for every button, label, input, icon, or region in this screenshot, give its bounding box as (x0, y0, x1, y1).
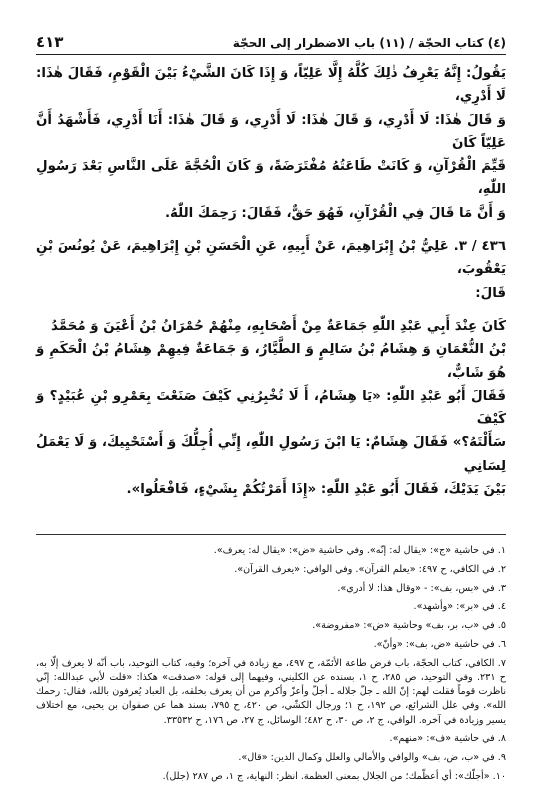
page-number: ٤١٣ (36, 33, 64, 51)
text-line: بْنُ النُّعْمَانِ وَ هِشَامُ بْنُ سَالِمٍ وَ الطَّيَّارُ، وَ جَمَاعَةٌ فِيهِمْ هِشَامُ بْنُ الْحَكَمِ وَ هُوَ شَابٌّ، (36, 342, 506, 381)
paragraph-3 (36, 315, 506, 501)
text-line: قَيِّمَ الْقُرْآنِ، وَ كَانَتْ طَاعَتُهُ مُفْتَرَضَةً، وَ كَانَ الْحُجَّةَ عَلَى النَّاسِ بَعْدَ رَسُولِ اللّٰهِ، (36, 159, 506, 198)
footnote: ٤. في «بر»: «وأشهد». (413, 601, 506, 613)
text-line: كَانَ عِنْدَ أَبِي عَبْدِ اللّٰهِ جَمَاعَةٌ مِنْ أَصْحَابِهِ، مِنْهُمْ حُمْرَانُ بْنُ أَعْيَنَ وَ مُحَمَّدُ (50, 318, 506, 334)
footnote: ٢. في الكافي، ح ٤٩٧: «يعلم القرآن». وفي الوافي: «يعرف القرآن». (234, 563, 506, 575)
running-head: (٤) كتاب الحجّة / (١١) باب الاضطرار إلى الحجّة (232, 36, 506, 50)
text-line: بَيْنَ يَدَيْكَ، فَقَالَ أَبُو عَبْدِ اللّٰهِ: «إِذَا أَمَرْتُكُمْ بِشَيْءٍ، فَافْعَلُوا». (126, 482, 506, 498)
main-text (36, 62, 506, 501)
paragraph-1 (36, 62, 506, 225)
footnote: ٨. في حاشية «ف»: «منهم». (389, 733, 506, 745)
footnote: ٦. في حاشية «ض، بف»: «وأنّ». (373, 638, 506, 650)
text-line: وَ أَنَّ مَا قَالَ فِي الْقُرْآنِ، فَهُوَ حَقٌّ، فَقَالَ: رَحِمَكَ اللّٰهُ. (164, 205, 506, 221)
footnotes (36, 534, 506, 789)
footnote: ١. في حاشية «ج»: «يقال له: إنّه». وفي حاشية «ض»: «يقال له: يعرف». (213, 545, 506, 556)
text-line: فَقَالَ أَبُو عَبْدِ اللّٰهِ: «يَا هِشَامُ، أَ لَا تُخْبِرُنِي كَيْفَ صَنَعْتَ بِعَمْرِو بْنِ عُبَيْدٍ؟ وَ كَيْفَ (36, 388, 506, 428)
text-line: يَقُولُ: إِنَّهُ يَعْرِفُ ذٰلِكَ كُلَّهُ إِلَّا عَلِيّاً، وَ إِذَا كَانَ الشَّيْءُ بَيْنَ الْقَوْمِ، فَقَالَ هٰذَا: لَا أَدْرِي، (36, 66, 506, 105)
footnote: ٥. في «ب، بر، بف» وحاشية «ض»: «مفروضة». (312, 620, 506, 632)
footnote: ٧. الكافي، كتاب الحجّة، باب فرض طاعة الأئمّة، ح ٤٩٧، مع زيادة في آخره؛ وفيه، كتاب التوحيد، باب أنّه لا يعرف إلّا به، ح ٢٣١. وفي التوحيد، ص ٢٨٥، ح ١، بسنده عن الكليني، وفيهما إلى قوله: «صدقت» هكذا: «قلت لأبي عبدالله: إنّي ناظرت قوماً فقلت لهم: إنّ الله ـ جلّ جلاله ـ أجلّ وأعزّ وأكرم من أن يعرف بخلقه، بل العباد يُعرفون بالله، فقال: رحمك الله». وفي علل الشرائع، ص ١٩٢، ح ١؛ ورجال الكشّي، ص ٤٢٠، ح ٧٩٥، بسند هما عن صفوان بن يحيى، مع اختلاف يسير وزيادة في آخره. الوافي، ج ٢، ص ٣٠، ح ٤٨٢؛ الوسائل، ج ٢٧، ص ١٧٦، ح ٣٣٥٣٢. (36, 657, 507, 726)
footnote: ٩. في «ب، ض، بف» والوافي والأمالي والعلل وكمال الدين: «قال». (238, 752, 506, 764)
text-line: قَالَ: (475, 285, 506, 301)
footnote: ١٠. «أجلّك»: أي أعظّمك؛ من الجلال بمعنى العظمة. انظر: النهاية، ج ١، ص ٢٨٧ (جلل). (162, 770, 506, 782)
text-line: سَأَلْتَهُ؟» فَقَالَ هِشَامٌ: يَا ابْنَ رَسُولِ اللّٰهِ، إِنِّي أُجِلُّكَ وَ أَسْتَحْيِيكَ، وَ لَا يَعْمَلُ لِسَانِي (36, 435, 506, 474)
footnote: ٣. في «بس، بف»: - «وقال هذا: لا أدري». (337, 582, 506, 594)
page-header (36, 28, 506, 55)
text-line: ٤٣٦ / ٣. عَلِيُّ بْنُ إِبْرَاهِيمَ، عَنْ أَبِيهِ، عَنِ الْحَسَنِ بْنِ إِبْرَاهِيمَ، عَنْ يُونُسَ بْنِ يَعْقُوبَ، (36, 239, 507, 278)
hadith-isnad (36, 235, 506, 305)
text-line: وَ قَالَ هٰذَا: لَا أَدْرِي، وَ قَالَ هٰذَا: لَا أَدْرِي، وَ قَالَ هٰذَا: أَنَا أَدْرِي، فَأَشْهَدُ أَنَّ عَلِيّاً كَانَ (36, 112, 506, 151)
